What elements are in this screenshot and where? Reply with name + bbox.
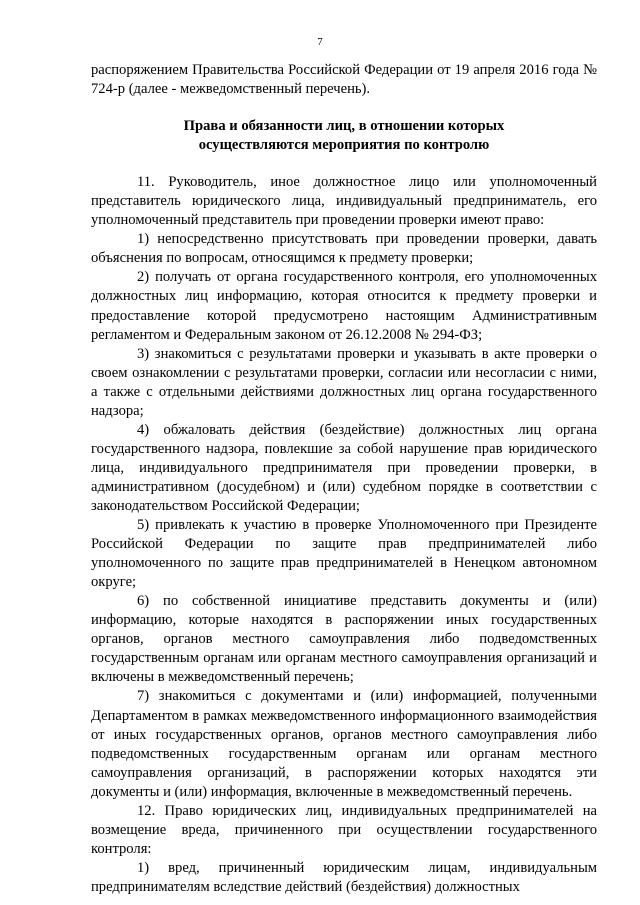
paragraph-11-item-4: 4) обжаловать действия (бездействие) должностных лиц органа государственного надзора, повлекшие за собой нарушение прав юридического лица, индивидуального предпринимателя при проведении проверки, в административном (досудебном) и (или) судебном порядке в соответствии с законодательством Российской Федерации;: [91, 421, 597, 514]
section-heading-line-1: Права и обязанности лиц, в отношении которых: [183, 118, 505, 135]
paragraph-11-item-1: 1) непосредственно присутствовать при проведении проверки, давать объяснения по вопросам, относящимся к предмету проверки;: [91, 231, 597, 267]
paragraph-11-item-6: 6) по собственной инициативе представить документы и (или) информацию, которые находятся в распоряжении иных государственных органов, органов местного самоуправления либо подведомственных государственным органам или органам местного самоуправления организаций и включены в межведомственный перечень;: [91, 593, 597, 686]
page-number: 7: [317, 36, 323, 48]
paragraph-11-item-5: 5) привлекать к участию в проверке Уполномоченного при Президенте Российской Федерации по защите прав предпринимателей либо уполномоченного по защите прав предпринимателей в Ненецком автономном округе;: [91, 517, 597, 591]
paragraph-11: 11. Руководитель, иное должностное лицо или уполномоченный представитель юридического лица, индивидуальный предприниматель, его уполномоченный представитель при проведении проверки имеют право:: [91, 174, 597, 229]
paragraph-11-item-3: 3) знакомиться с результатами проверки и указывать в акте проверки о своем ознакомлении с результатами проверки, согласии или несогласии с ними, а также с отдельными действиями должностных лиц органа государственного надзора;: [91, 345, 597, 419]
paragraph-11-item-7: 7) знакомиться с документами и (или) информацией, полученными Департаментом в рамках межведомственного информационного взаимодействия от иных государственных органов, органов местного самоуправления либо подведомственных государственным органам или органам местного самоуправления организаций, в распоряжении которых находятся эти документы и (или) информация, включенные в межведомственный перечень.: [91, 688, 597, 800]
section-heading-line-2: осуществляются мероприятия по контролю: [198, 137, 490, 154]
paragraph-11-item-2: 2) получать от органа государственного контроля, его уполномоченных должностных лиц информацию, которая относится к предмету проверки и предоставление которой предусмотрено настоящим Административным регламентом и Федеральным законом от 26.12.2008 № 294-ФЗ;: [91, 269, 597, 343]
paragraph-12: 12. Право юридических лиц, индивидуальных предпринимателей на возмещение вреда, причиненного при осуществлении государственного контроля:: [91, 802, 597, 857]
paragraph-12-item-1: 1) вред, причиненный юридическим лицам, индивидуальным предпринимателям вследствие действий (бездействия) должностных: [91, 859, 597, 895]
section-heading: [91, 117, 597, 155]
document-body: [91, 61, 597, 897]
intro-paragraph: распоряжением Правительства Российской Федерации от 19 апреля 2016 года № 724-р (далее - межведомственный перечень).: [91, 62, 597, 98]
